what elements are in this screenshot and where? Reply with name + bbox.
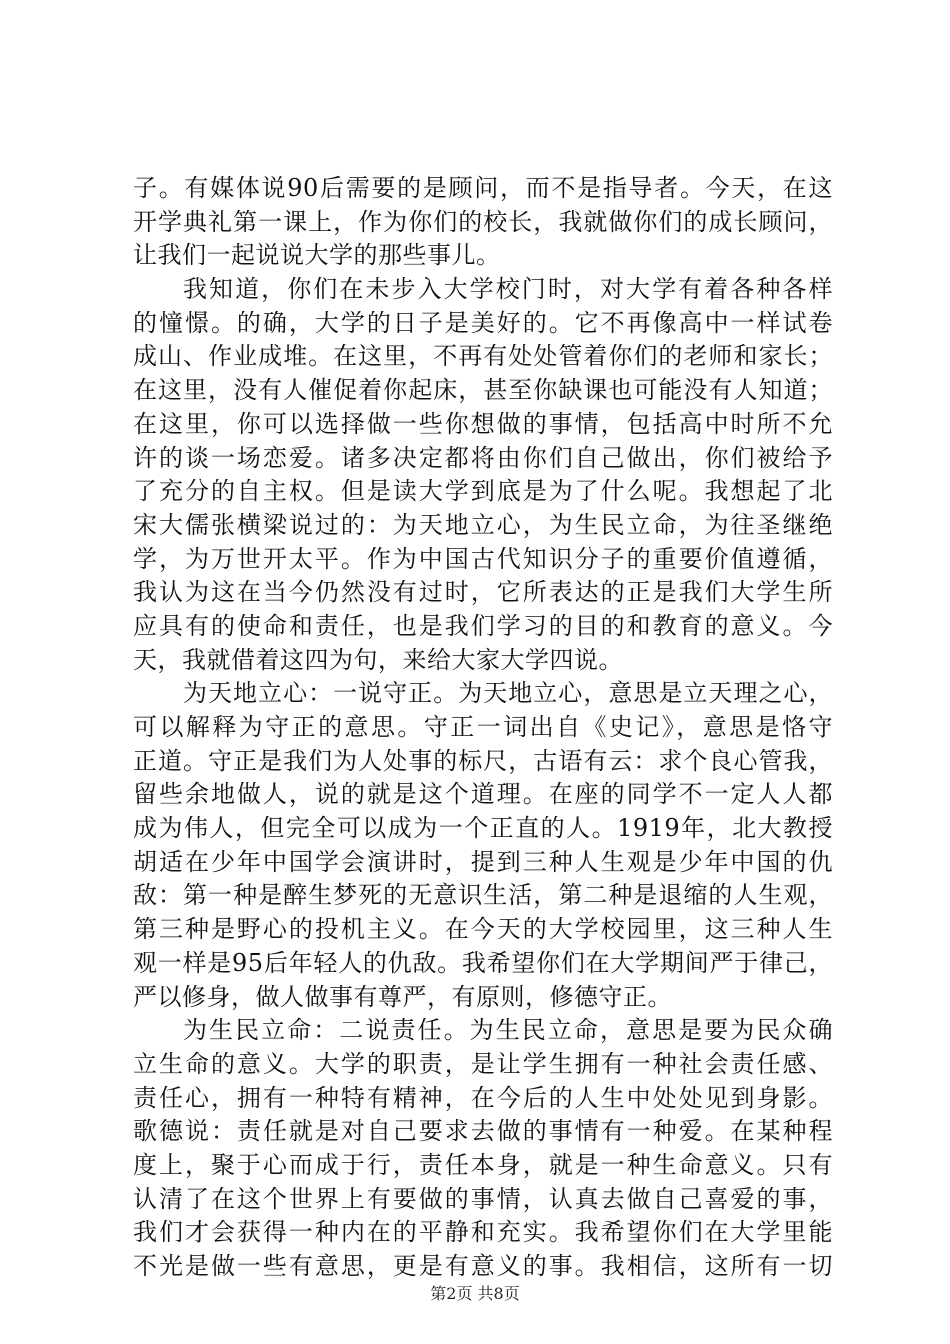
text-line: 观一样是95后年轻人的仇敌。我希望你们在大学期间严于律己， (133, 948, 833, 977)
document-body (133, 172, 833, 1284)
text-line: 胡适在少年中国学会演讲时，提到三种人生观是少年中国的仇 (133, 847, 833, 876)
paragraph (133, 1014, 833, 1284)
text-line: 了充分的自主权。但是读大学到底是为了什么呢。我想起了北 (133, 477, 833, 506)
text-line: 应具有的使命和责任，也是我们学习的目的和教育的意义。今 (133, 611, 833, 640)
text-line: 我认为这在当今仍然没有过时，它所表达的正是我们大学生所 (133, 578, 833, 607)
text-line: 我们才会获得一种内在的平静和充实。我希望你们在大学里能 (133, 1218, 833, 1247)
text-line: 严以修身，做人做事有尊严，有原则，修德守正。 (133, 982, 672, 1011)
text-line: 让我们一起说说大学的那些事儿。 (133, 241, 501, 270)
text-line: 正道。守正是我们为人处事的标尺，古语有云：求个良心管我， (133, 746, 833, 775)
text-line: 开学典礼第一课上，作为你们的校长，我就做你们的成长顾问， (133, 207, 833, 236)
text-line: 留些余地做人，说的就是这个道理。在座的同学不一定人人都 (133, 780, 833, 809)
text-line: 成山、作业成堆。在这里，不再有处处管着你们的老师和家长； (133, 342, 833, 371)
text-line: 责任心，拥有一种特有精神，在今后的人生中处处见到身影。 (133, 1083, 833, 1112)
page-footer: 第2页 共8页 (430, 1284, 520, 1303)
text-line: 的憧憬。的确，大学的日子是美好的。它不再像高中一样试卷 (133, 308, 833, 337)
paragraph (133, 677, 833, 1014)
paragraph (133, 172, 833, 273)
text-line: 在这里，没有人催促着你起床，甚至你缺课也可能没有人知道； (133, 376, 833, 405)
text-line: 为生民立命：二说责任。为生民立命，意思是要为民众确 (183, 1016, 833, 1045)
text-line: 在这里，你可以选择做一些你想做的事情，包括高中时所不允 (133, 409, 833, 438)
text-line: 天，我就借着这四为句，来给大家大学四说。 (133, 645, 623, 674)
text-line: 宋大儒张横梁说过的：为天地立心，为生民立命，为往圣继绝 (133, 510, 833, 539)
text-line: 立生命的意义。大学的职责，是让学生拥有一种社会责任感、 (133, 1049, 833, 1078)
paragraph (133, 273, 833, 677)
text-line: 学，为万世开太平。作为中国古代知识分子的重要价值遵循， (133, 544, 833, 573)
text-line: 认清了在这个世界上有要做的事情，认真去做自己喜爱的事， (133, 1184, 833, 1213)
text-line: 歌德说：责任就是对自己要求去做的事情有一种爱。在某种程 (133, 1117, 833, 1146)
text-line: 成为伟人，但完全可以成为一个正直的人。1919年，北大教授 (133, 814, 833, 843)
text-line: 子。有媒体说90后需要的是顾问，而不是指导者。今天，在这 (133, 174, 833, 202)
text-line: 许的谈一场恋爱。诸多决定都将由你们自己做出，你们被给予 (133, 443, 833, 472)
text-line: 度上，聚于心而成于行，责任本身，就是一种生命意义。只有 (133, 1150, 833, 1179)
text-line: 不光是做一些有意思，更是有意义的事。我相信，这所有一切 (133, 1252, 833, 1280)
text-line: 我知道，你们在未步入大学校门时，对大学有着各种各样 (183, 275, 833, 304)
text-line: 第三种是野心的投机主义。在今天的大学校园里，这三种人生 (133, 915, 833, 944)
text-line: 可以解释为守正的意思。守正一词出自《史记》，意思是恪守 (133, 713, 833, 741)
text-line: 敌：第一种是醉生梦死的无意识生活，第二种是退缩的人生观， (133, 881, 833, 910)
text-line: 为天地立心：一说守正。为天地立心，意思是立天理之心， (183, 679, 833, 708)
